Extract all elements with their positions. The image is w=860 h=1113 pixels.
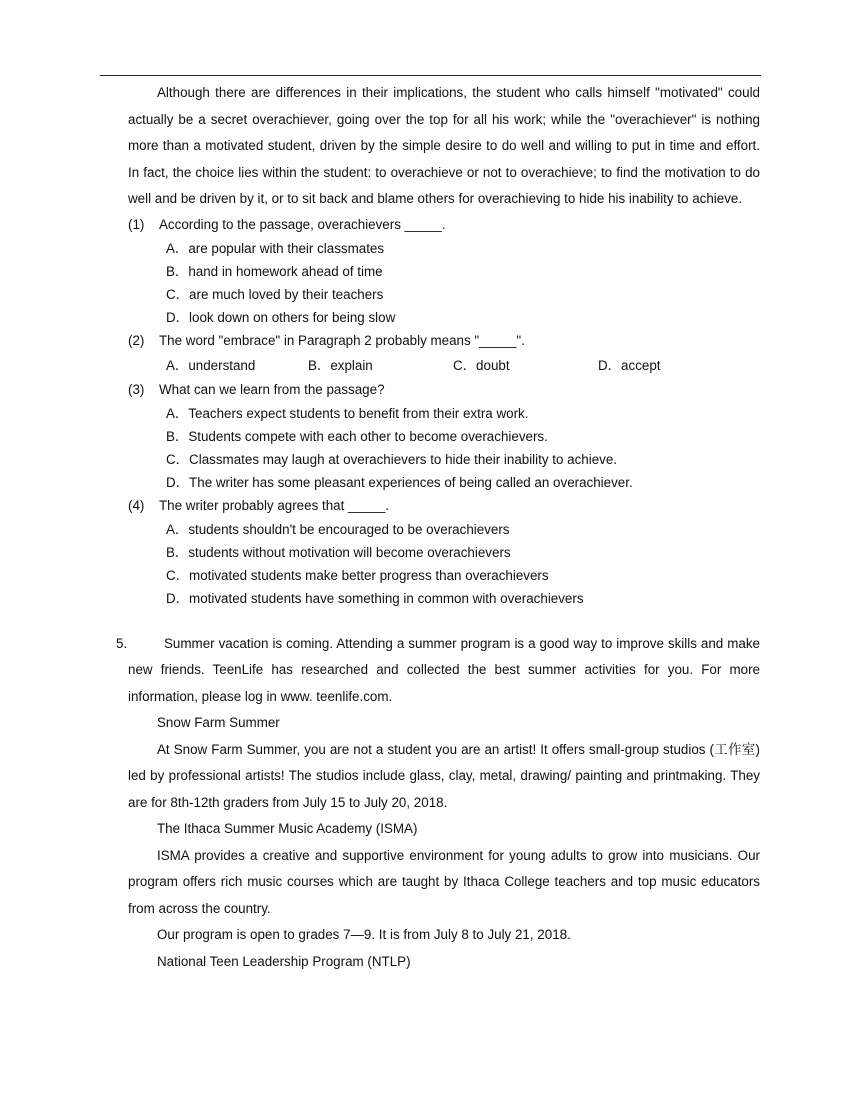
option-a[interactable]: A．are popular with their classmates xyxy=(166,240,385,256)
option-c[interactable]: C．motivated students make better progress than overachievers xyxy=(166,567,549,583)
section-5-intro xyxy=(116,631,760,711)
question-number: (1) xyxy=(128,216,145,232)
program-text-isma-dates: Our program is open to grades 7—9. It is from July 8 to July 21, 2018. xyxy=(157,927,571,942)
option-a[interactable]: A．understand xyxy=(166,357,256,373)
option-a[interactable]: A．students shouldn't be encouraged to be overachievers xyxy=(166,521,510,537)
option-b[interactable]: B．students without motivation will become overachievers xyxy=(166,544,511,560)
question-number: (4) xyxy=(128,497,145,513)
question-number: (3) xyxy=(128,381,145,397)
passage-paragraph: Although there are differences in their implications, the student who calls himself "motivated" could actually be a secret overachiever, going over the top for all his work; while the "overachiever" is nothing more than a motivated student, driven by the simple desire to do well and willing to put in time and effort. In fact, the choice lies within the student: to overachieve or not to overachieve; to find the motivation to do well and be driven by it, or to sit back and blame others for overachieving to hide his inability to achieve. xyxy=(128,85,760,206)
question-3 xyxy=(128,378,760,402)
question-text: The word "embrace" in Paragraph 2 probably means "_____". xyxy=(159,332,525,348)
option-b[interactable]: B．hand in homework ahead of time xyxy=(166,263,383,279)
section-gap xyxy=(128,610,760,631)
program-title-isma: The Ithaca Summer Music Academy (ISMA) xyxy=(157,821,418,836)
question-text: According to the passage, overachievers _____. xyxy=(159,216,446,232)
option-a[interactable]: A．Teachers expect students to benefit from their extra work. xyxy=(166,405,529,421)
section-5-intro-text: Summer vacation is coming. Attending a summer program is a good way to improve skills and make new friends. TeenLife has researched and collected the best summer activities for you. For more information, please log in www. teenlife.com. xyxy=(128,635,760,704)
question-1 xyxy=(128,213,760,237)
option-b[interactable]: B．Students compete with each other to become overachievers. xyxy=(166,428,548,444)
program-text-isma: ISMA provides a creative and supportive environment for young adults to grow into musicians. Our program offers rich music courses which are taught by Ithaca College teachers and top music educators from across the country. xyxy=(128,847,760,916)
question-text: The writer probably agrees that _____. xyxy=(159,497,390,513)
question-text: What can we learn from the passage? xyxy=(159,381,385,397)
question-number: (2) xyxy=(128,332,145,348)
section-number: 5. xyxy=(116,635,128,651)
question-4 xyxy=(128,494,760,518)
option-c[interactable]: C．doubt xyxy=(453,357,510,373)
document-body xyxy=(116,80,760,975)
program-title-snow-farm: Snow Farm Summer xyxy=(157,715,280,730)
option-c[interactable]: C．Classmates may laugh at overachievers to hide their inability to achieve. xyxy=(166,451,618,467)
program-text-snow-farm: At Snow Farm Summer, you are not a student you are an artist! It offers small-group studios (工作室) led by professional artists! The studios include glass, clay, metal, drawing/ painting and printmaking. They are for 8th-12th graders from July 15 to July 20, 2018. xyxy=(128,741,760,810)
option-row xyxy=(128,353,760,378)
option-d[interactable]: D．look down on others for being slow xyxy=(166,309,396,325)
program-title-ntlp: National Teen Leadership Program (NTLP) xyxy=(157,953,411,969)
option-d[interactable]: D．motivated students have something in common with overachievers xyxy=(166,590,584,606)
header-rule xyxy=(100,75,761,76)
option-c[interactable]: C．are much loved by their teachers xyxy=(166,286,384,302)
option-d[interactable]: D．accept xyxy=(598,357,661,373)
option-d[interactable]: D．The writer has some pleasant experiences of being called an overachiever. xyxy=(166,474,633,490)
option-b[interactable]: B．explain xyxy=(308,357,373,373)
question-2 xyxy=(128,329,760,353)
